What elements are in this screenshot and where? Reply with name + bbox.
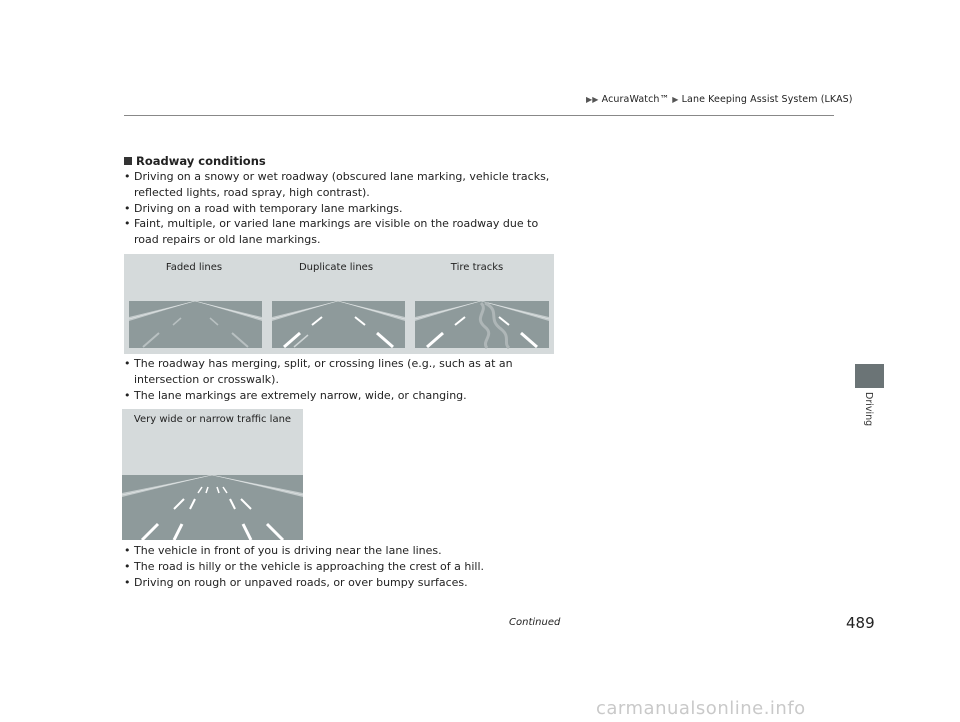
list-item-text: The road is hilly or the vehicle is approaching the crest of a hill.	[134, 560, 485, 573]
breadcrumb-arrow-icon: ▶	[672, 95, 679, 104]
bullet-icon: •	[124, 560, 131, 573]
list-item	[124, 559, 564, 575]
road-illustrations	[124, 254, 554, 354]
header-divider	[124, 115, 834, 116]
lane-markings-figure	[124, 254, 554, 354]
figure-caption-duplicate: Duplicate lines	[298, 262, 374, 273]
list-item	[124, 169, 564, 201]
figure-caption-faded: Faded lines	[165, 262, 223, 273]
faded-lines-road	[129, 301, 262, 348]
watermark: carmanualsonline.info	[596, 698, 806, 719]
bullet-icon: •	[124, 357, 131, 370]
breadcrumb-item-lkas[interactable]: Lane Keeping Assist System (LKAS)	[681, 94, 853, 105]
chapter-tab-label: Driving	[863, 392, 874, 427]
breadcrumb	[586, 94, 853, 105]
list-item	[124, 575, 564, 591]
bullet-icon: •	[124, 389, 131, 402]
list-item-text: The lane markings are extremely narrow, wide, or changing.	[134, 389, 467, 402]
list-item-text: Driving on a snowy or wet roadway (obscured lane marking, vehicle tracks, reflected lights, road spray, high contrast).	[134, 170, 550, 199]
bullet-icon: •	[124, 544, 131, 557]
list-item	[124, 356, 564, 388]
list-item	[124, 543, 564, 559]
lane-width-figure	[122, 409, 303, 540]
tire-tracks-road	[415, 301, 549, 348]
list-item	[124, 216, 564, 248]
list-item-text: Faint, multiple, or varied lane markings are visible on the roadway due to road repairs or old lane markings.	[134, 217, 539, 246]
breadcrumb-arrow-icon: ▶▶	[586, 95, 599, 104]
chapter-tab	[855, 364, 884, 388]
continued-label: Continued	[509, 617, 561, 628]
section-title-text: Roadway conditions	[136, 154, 266, 168]
list-item	[124, 201, 564, 217]
bullet-icon: •	[124, 217, 131, 230]
bullet-icon: •	[124, 170, 131, 183]
bullet-icon: •	[124, 576, 131, 589]
breadcrumb-item-acurawatch[interactable]: AcuraWatch™	[601, 94, 670, 105]
list-item-text: The roadway has merging, split, or crossing lines (e.g., such as at an intersection or crosswalk).	[134, 357, 513, 386]
list-item	[124, 388, 564, 404]
wide-lane-road-illustration	[122, 409, 303, 540]
figure-caption-tire-tracks: Tire tracks	[450, 262, 504, 273]
page-number: 489	[846, 614, 875, 632]
list-item-text: The vehicle in front of you is driving near the lane lines.	[134, 544, 442, 557]
section-square-icon	[124, 157, 132, 165]
section-title	[124, 154, 266, 168]
bullet-icon: •	[124, 202, 131, 215]
list-item-text: Driving on rough or unpaved roads, or over bumpy surfaces.	[134, 576, 468, 589]
figure-caption-lane-width: Very wide or narrow traffic lane	[133, 414, 292, 425]
duplicate-lines-road	[272, 301, 405, 348]
list-item-text: Driving on a road with temporary lane markings.	[134, 202, 403, 215]
